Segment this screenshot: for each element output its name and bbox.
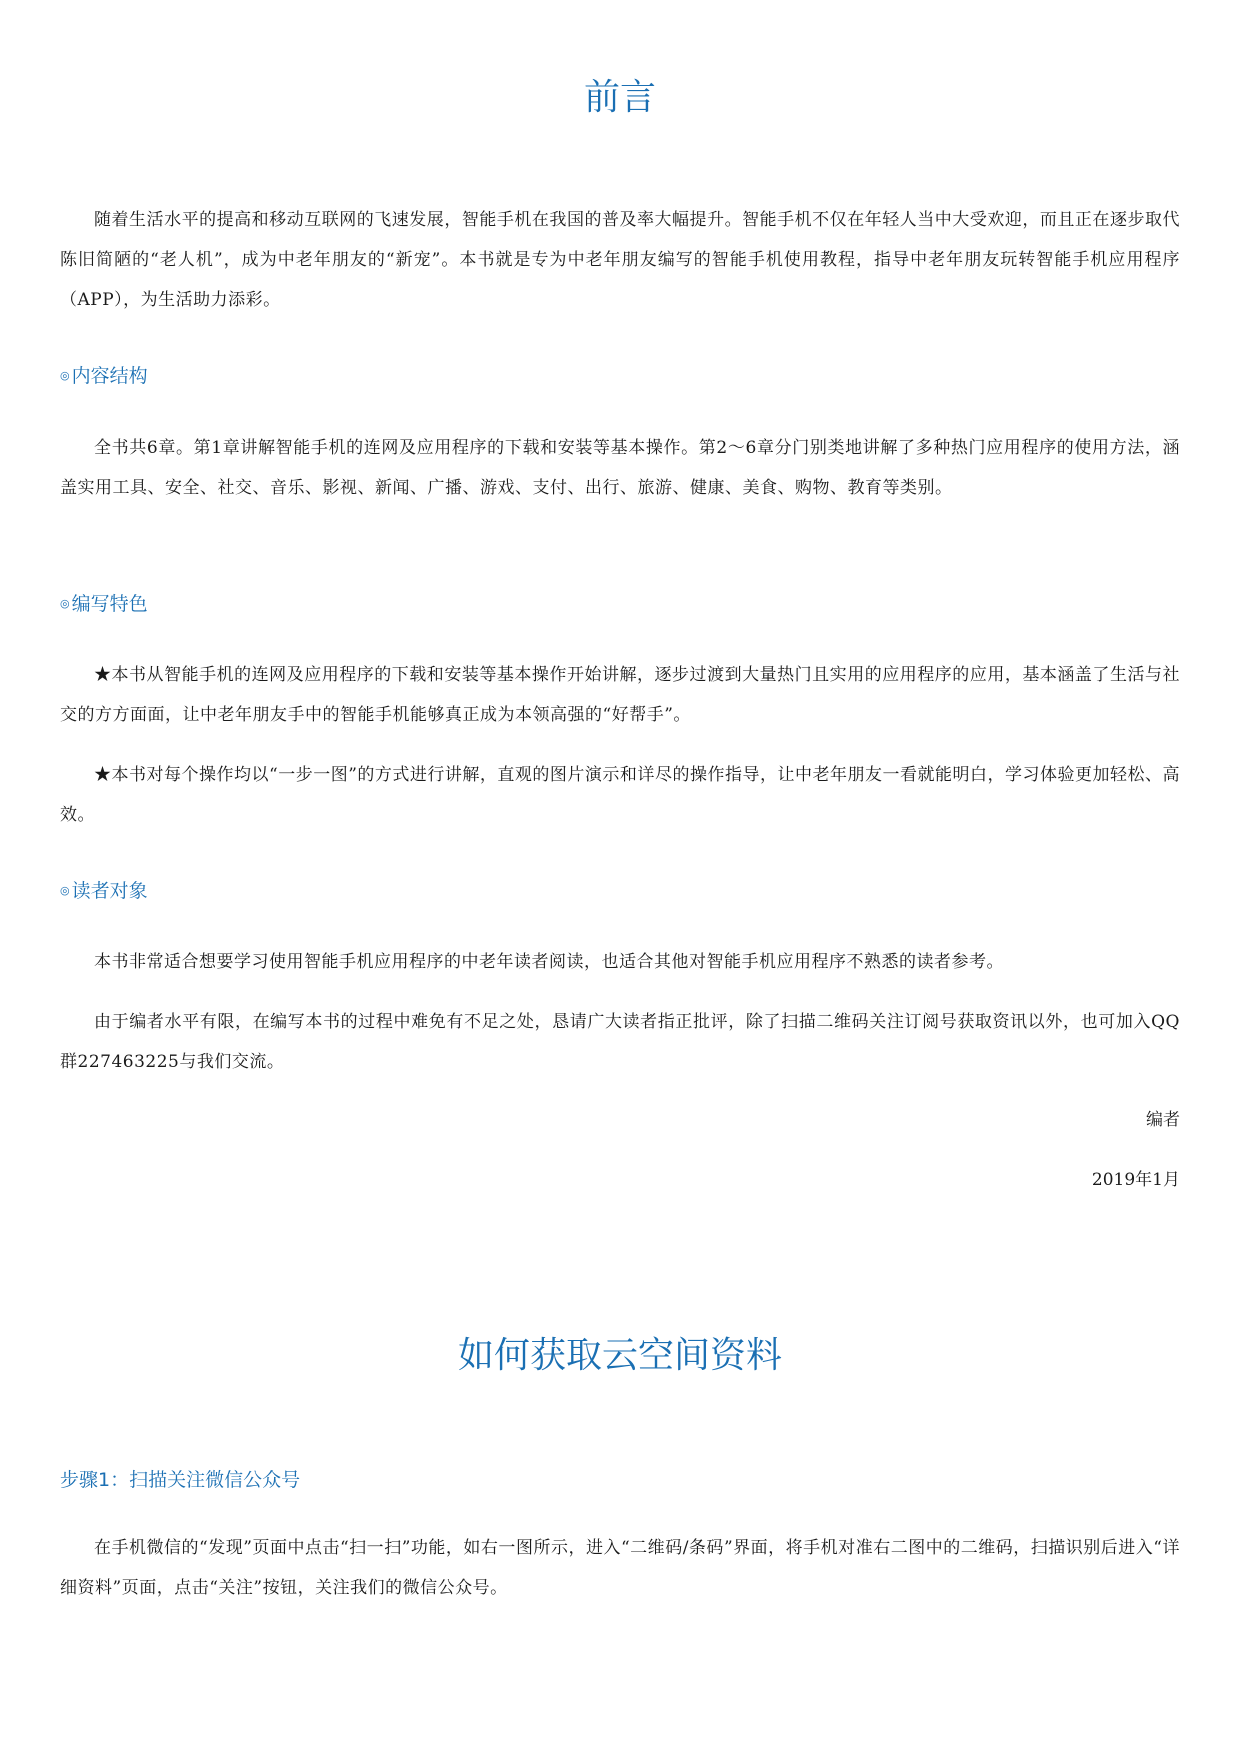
circle-dot-icon: ◎ — [60, 884, 70, 897]
features-paragraph-1: ★本书从智能手机的连网及应用程序的下载和安装等基本操作开始讲解，逐步过渡到大量热门且实用的应用程序的应用，基本涵盖了生活与社交的方方面面，让中老年朋友手中的智能手机能够真正成为本领高强的“好帮手”。 — [60, 665, 1180, 725]
readers-paragraph-2: 由于编者水平有限，在编写本书的过程中难免有不足之处，恳请广大读者指正批评，除了扫描二维码关注订阅号获取资讯以外，也可加入QQ群227463225与我们交流。 — [60, 1012, 1180, 1072]
signature: 编者 — [1146, 1110, 1180, 1130]
preface-title: 前言 — [583, 77, 656, 118]
structure-paragraph: 全书共6章。第1章讲解智能手机的连网及应用程序的下载和安装等基本操作。第2～6章分门别类地讲解了多种热门应用程序的使用方法，涵盖实用工具、安全、社交、音乐、影视、新闻、广播、游戏、支付、出行、旅游、健康、美食、购物、教育等类别。 — [60, 438, 1180, 498]
section-heading-features — [60, 590, 148, 618]
features-paragraph-2: ★本书对每个操作均以“一步一图”的方式进行讲解，直观的图片演示和详尽的操作指导，让中老年朋友一看就能明白，学习体验更加轻松、高效。 — [60, 765, 1180, 825]
date: 2019年1月 — [1091, 1170, 1180, 1190]
circle-dot-icon: ◎ — [60, 369, 70, 382]
readers-paragraph-1: 本书非常适合想要学习使用智能手机应用程序的中老年读者阅读，也适合其他对智能手机应用程序不熟悉的读者参考。 — [94, 952, 1004, 972]
step1-heading: 步骤1：扫描关注微信公众号 — [60, 1469, 301, 1491]
section-heading-readers-label: 读者对象 — [71, 880, 148, 902]
preface-intro-paragraph: 随着生活水平的提高和移动互联网的飞速发展，智能手机在我国的普及率大幅提升。智能手机不仅在年轻人当中大受欢迎，而且正在逐步取代陈旧简陋的“老人机”，成为中老年朋友的“新宠”。本书就是专为中老年朋友编写的智能手机使用教程，指导中老年朋友玩转智能手机应用程序（APP），为生活助力添彩。 — [60, 210, 1180, 310]
circle-dot-icon: ◎ — [60, 597, 70, 610]
section-heading-structure-label: 内容结构 — [71, 365, 148, 387]
step1-paragraph: 在手机微信的“发现”页面中点击“扫一扫”功能，如右一图所示，进入“二维码/条码”界面，将手机对准右二图中的二维码，扫描识别后进入“详细资料”页面，点击“关注”按钮，关注我们的微信公众号。 — [60, 1538, 1180, 1598]
section-heading-readers — [60, 877, 148, 905]
cloud-title: 如何获取云空间资料 — [457, 1335, 782, 1376]
section-heading-structure — [60, 362, 148, 390]
section-heading-features-label: 编写特色 — [71, 593, 148, 615]
